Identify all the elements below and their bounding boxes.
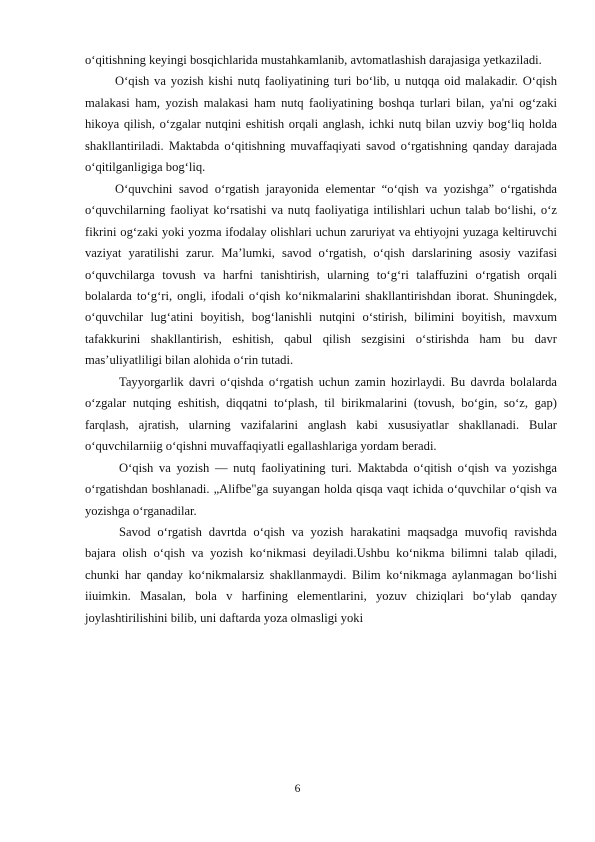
paragraph-literacy-teaching: O‘quvchini savod o‘rgatish jarayonida elementar “o‘qish va yozishga” o‘rgatishda o‘quvchilarning faoliyat ko‘rsatishi va nutq faoliyatiga intilishlari uchun talab bo‘lishi, o‘z fikrini og‘zaki yoki yozma ifodalay olishlari uchun zaruriyat va ehtiyojni yuzaga keltiruvchi vaziyat yaratilishi zarur. Ma’lumki, savod o‘rgatish, o‘qish darslarining asosiy vazifasi o‘quvchilarga tovush va harfni tanishtirish, ularning to‘g‘ri talaffuzini o‘rgatish orqali bolalarda to‘g‘ri, ongli, ifodali o‘qish ko‘nikmalarini shakllantirishdan iborat. Shuningdek, o‘quvchilar lug‘atini boyitish, bog‘lanishli nutqini o‘stirish, bilimini boyitish, mavxum tafakkurini shakllantirish, eshitish, qabul qilish sezgisini o‘stirishda ham bu davr mas’uliyatliligi bilan alohida o‘rin tutadi. (85, 181, 557, 368)
paragraph-preparation-period: Tayyorgarlik davri o‘qishda o‘rgatish uchun zamin hozirlaydi. Bu davrda bolalarda o‘zgalar nutqing eshitish, diqqatni to‘plash, til birikmalarini (tovush, bo‘gin, so‘z, gap) farqlash, ajratish, ularning vazifalarini anglash kabi xususiyatlar shakllanadi. Bular o‘quvchilarniig o‘qishni muvaffaqiyatli egallashlariga yordam beradi. (85, 374, 557, 454)
paragraph-speech-activity: O‘qish va yozish — nutq faoliyatining turi. Maktabda o‘qitish o‘qish va yozishga o‘rgatishdan boshlanadi. „Alifbe"ga suyangan holda qisqa vaqt ichida o‘quvchilar o‘qish va yozishga o‘rganadilar. (85, 460, 557, 518)
body-text (85, 50, 557, 629)
paragraph-skill-definition: Savod o‘rgatish davrtda o‘qish va yozish harakatini maqsadga muvofiq ravishda bajara olish o‘qish va yozish ko‘nikmasi deyiladi.Ushbu ko‘nikma bilimni talab qiladi, chunki har qanday ko‘nikmalarsiz shakllanmaydi. Bilim ko‘nikmaga aylanmagan bo‘lishi iiuimkin. Masalan, bola v harfining elementlarini, yozuv chiziqlari bo‘ylab qanday joylashtirilishini bilib, uni daftarda yoza olmasligi yoki (85, 524, 557, 625)
page-number: 6 (294, 783, 301, 795)
paragraph-continuation: o‘qitishning keyingi bosqichlarida mustahkamlanib, avtomatlashish darajasiga yetkaziladi. (85, 53, 542, 67)
paragraph-reading-writing-skill: O‘qish va yozish kishi nutq faoliyatining turi bo‘lib, u nutqqa oid malakadir. O‘qish malakasi ham, yozish malakasi ham nutq faoliyatining boshqa turlari bilan, ya'ni og‘zaki hikoya qilish, o‘zgalar nutqini eshitish orqali anglash, ichki nutq bilan uzviy bog‘liq holda shakllantiriladi. Maktabda o‘qitishning muvaffaqiyati savod o‘rgatishning qanday darajada o‘qitilganligiga bog‘liq. (85, 74, 557, 175)
